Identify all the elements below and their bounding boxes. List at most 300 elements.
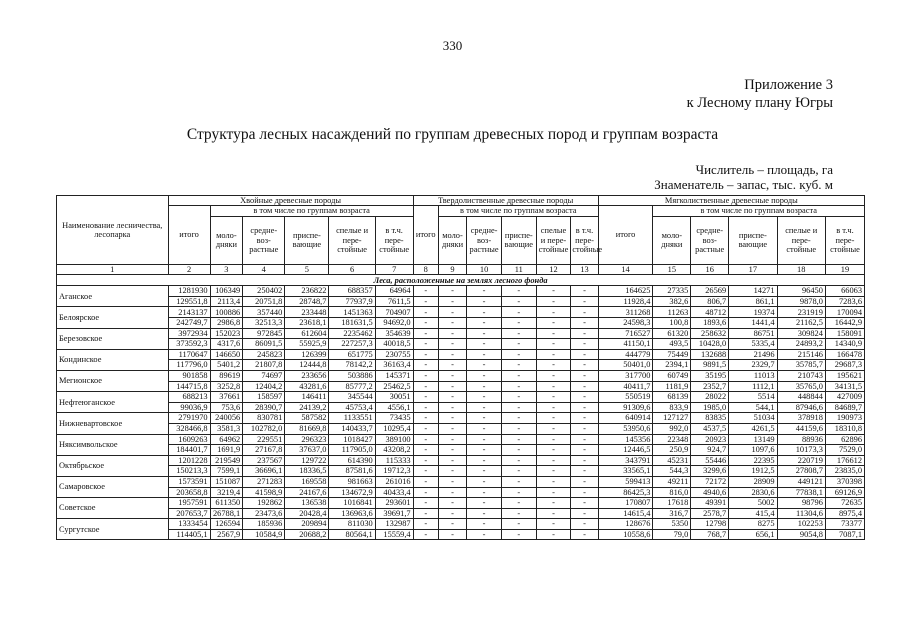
cell-dash: - — [467, 286, 502, 297]
cell-stock: 9054,8 — [777, 529, 825, 540]
cell-dash: - — [467, 328, 502, 339]
cell-dash: - — [571, 455, 598, 466]
cell-area: 60749 — [653, 370, 691, 381]
cell-stock: 2830,6 — [729, 487, 777, 498]
cell-dash: - — [413, 413, 438, 424]
cell-dash: - — [536, 307, 571, 318]
cell-stock: 25462,5 — [375, 381, 413, 392]
forestry-name: Нижневартовское — [57, 413, 169, 434]
cell-area: 237567 — [243, 455, 285, 466]
cell-area: 132688 — [691, 349, 729, 360]
header-row-subgroups — [57, 206, 865, 216]
cell-area: 1573591 — [168, 476, 210, 487]
cell-stock: 23618,1 — [285, 318, 329, 329]
age-header: приспе-вающие — [285, 216, 329, 264]
appendix-line-2: к Лесному плану Югры — [686, 95, 833, 111]
cell-area: 129722 — [285, 455, 329, 466]
cell-stock: 40411,7 — [598, 381, 653, 392]
cell-dash: - — [413, 455, 438, 466]
cell-area: 115333 — [375, 455, 413, 466]
cell-area: 209894 — [285, 519, 329, 530]
cell-stock: 1112,1 — [729, 381, 777, 392]
cell-stock: 85777,2 — [329, 381, 375, 392]
cell-stock: 992,0 — [653, 423, 691, 434]
column-number: 14 — [598, 264, 653, 274]
cell-area: 190973 — [825, 413, 864, 424]
group-header-hardwood: Твердолиственные древесные породы — [413, 196, 598, 206]
units-denominator: Знаменатель – запас, тыс. куб. м — [654, 177, 833, 192]
cell-stock: 203658,8 — [168, 487, 210, 498]
cell-area: 231919 — [777, 307, 825, 318]
cell-stock: 3252,8 — [210, 381, 243, 392]
cell-stock: 114405,1 — [168, 529, 210, 540]
age-header: моло-дняки — [653, 216, 691, 264]
cell-area: 704907 — [375, 307, 413, 318]
column-number: 6 — [329, 264, 375, 274]
cell-dash: - — [467, 508, 502, 519]
age-header: средне-воз-растные — [691, 216, 729, 264]
cell-dash: - — [413, 328, 438, 339]
cell-stock: 3219,4 — [210, 487, 243, 498]
cell-dash: - — [536, 455, 571, 466]
age-header: спелые и пере-стойные — [777, 216, 825, 264]
cell-stock: 10295,4 — [375, 423, 413, 434]
cell-area: 61320 — [653, 328, 691, 339]
total-header: итого — [168, 206, 210, 264]
cell-dash: - — [413, 381, 438, 392]
cell-area: 5002 — [729, 498, 777, 509]
cell-area: 164625 — [598, 286, 653, 297]
cell-dash: - — [501, 423, 536, 434]
column-number: 7 — [375, 264, 413, 274]
cell-area: 12798 — [691, 519, 729, 530]
cell-dash: - — [536, 498, 571, 509]
cell-area: 503886 — [329, 370, 375, 381]
cell-area: 233656 — [285, 370, 329, 381]
cell-dash: - — [536, 487, 571, 498]
age-header: средне-воз-растные — [467, 216, 502, 264]
cell-dash: - — [501, 413, 536, 424]
cell-stock: 37637,0 — [285, 445, 329, 456]
cell-area: 28022 — [691, 392, 729, 403]
cell-dash: - — [438, 519, 466, 530]
cell-stock: 34131,5 — [825, 381, 864, 392]
cell-dash: - — [571, 434, 598, 445]
cell-dash: - — [438, 434, 466, 445]
cell-dash: - — [438, 339, 466, 350]
age-header: в т.ч. пере-стойные — [571, 216, 598, 264]
cell-stock: 44159,6 — [777, 423, 825, 434]
age-header: приспе-вающие — [729, 216, 777, 264]
cell-dash: - — [536, 413, 571, 424]
cell-area: 972845 — [243, 328, 285, 339]
cell-dash: - — [571, 466, 598, 477]
cell-dash: - — [501, 392, 536, 403]
cell-stock: 250,9 — [653, 445, 691, 456]
cell-dash: - — [467, 434, 502, 445]
cell-area: 343791 — [598, 455, 653, 466]
cell-stock: 656,1 — [729, 529, 777, 540]
cell-area: 236822 — [285, 286, 329, 297]
total-header: итого — [413, 206, 438, 264]
cell-stock: 43208,2 — [375, 445, 413, 456]
cell-area: 37661 — [210, 392, 243, 403]
cell-dash: - — [571, 296, 598, 307]
cell-dash: - — [438, 328, 466, 339]
cell-dash: - — [467, 339, 502, 350]
cell-area: 427009 — [825, 392, 864, 403]
cell-dash: - — [501, 498, 536, 509]
cell-area: 2143137 — [168, 307, 210, 318]
cell-stock: 136963,6 — [329, 508, 375, 519]
column-number: 2 — [168, 264, 210, 274]
cell-stock: 493,5 — [653, 339, 691, 350]
cell-stock: 21807,8 — [243, 360, 285, 371]
cell-stock: 36696,1 — [243, 466, 285, 477]
column-number: 19 — [825, 264, 864, 274]
cell-area: 158597 — [243, 392, 285, 403]
cell-stock: 27167,8 — [243, 445, 285, 456]
cell-stock: 373592,3 — [168, 339, 210, 350]
cell-stock: 40018,5 — [375, 339, 413, 350]
cell-dash: - — [536, 423, 571, 434]
cell-dash: - — [413, 360, 438, 371]
cell-dash: - — [536, 318, 571, 329]
cell-area: 1170647 — [168, 349, 210, 360]
cell-stock: 32513,3 — [243, 318, 285, 329]
cell-stock: 43281,6 — [285, 381, 329, 392]
cell-area: 28909 — [729, 476, 777, 487]
cell-dash: - — [571, 445, 598, 456]
cell-stock: 19712,3 — [375, 466, 413, 477]
units-numerator: Числитель – площадь, га — [695, 162, 833, 177]
cell-area: 811030 — [329, 519, 375, 530]
cell-area: 2791970 — [168, 413, 210, 424]
cell-dash: - — [501, 476, 536, 487]
cell-stock: 382,6 — [653, 296, 691, 307]
cell-dash: - — [413, 529, 438, 540]
cell-dash: - — [413, 318, 438, 329]
cell-area: 132987 — [375, 519, 413, 530]
cell-dash: - — [413, 476, 438, 487]
table-row — [57, 529, 865, 540]
cell-dash: - — [536, 508, 571, 519]
cell-area: 378918 — [777, 413, 825, 424]
cell-stock: 79,0 — [653, 529, 691, 540]
column-number: 5 — [285, 264, 329, 274]
cell-dash: - — [438, 466, 466, 477]
cell-stock: 53950,6 — [598, 423, 653, 434]
forestry-name: Нефтеюганское — [57, 392, 169, 413]
cell-dash: - — [536, 434, 571, 445]
cell-dash: - — [536, 445, 571, 456]
cell-area: 45231 — [653, 455, 691, 466]
cell-dash: - — [413, 296, 438, 307]
table-row — [57, 381, 865, 392]
cell-dash: - — [571, 318, 598, 329]
cell-area: 21496 — [729, 349, 777, 360]
cell-area: 240056 — [210, 413, 243, 424]
cell-dash: - — [467, 370, 502, 381]
cell-stock: 86425,3 — [598, 487, 653, 498]
cell-dash: - — [413, 445, 438, 456]
cell-area: 258632 — [691, 328, 729, 339]
table-row — [57, 360, 865, 371]
cell-area: 311268 — [598, 307, 653, 318]
cell-dash: - — [438, 476, 466, 487]
cell-dash: - — [536, 360, 571, 371]
cell-dash: - — [438, 286, 466, 297]
section-title: Леса, расположенные на землях лесного фонда — [57, 275, 865, 286]
cell-area: 22395 — [729, 455, 777, 466]
cell-stock: 144715,8 — [168, 381, 210, 392]
table-row — [57, 476, 865, 487]
cell-area: 17618 — [653, 498, 691, 509]
cell-dash: - — [571, 423, 598, 434]
table-row — [57, 423, 865, 434]
cell-area: 195621 — [825, 370, 864, 381]
cell-stock: 87946,6 — [777, 402, 825, 413]
cell-dash: - — [501, 455, 536, 466]
cell-stock: 4317,6 — [210, 339, 243, 350]
table-row — [57, 519, 865, 530]
cell-dash: - — [501, 487, 536, 498]
cell-stock: 544,3 — [653, 466, 691, 477]
cell-stock: 8975,4 — [825, 508, 864, 519]
cell-stock: 1985,0 — [691, 402, 729, 413]
cell-dash: - — [438, 423, 466, 434]
cell-dash: - — [571, 307, 598, 318]
cell-stock: 23835,0 — [825, 466, 864, 477]
cell-stock: 7599,1 — [210, 466, 243, 477]
cell-dash: - — [571, 349, 598, 360]
cell-area: 293601 — [375, 498, 413, 509]
cell-stock: 15559,4 — [375, 529, 413, 540]
appendix-line-1: Приложение 3 — [744, 77, 833, 93]
column-number: 17 — [729, 264, 777, 274]
cell-dash: - — [571, 413, 598, 424]
cell-area: 5350 — [653, 519, 691, 530]
cell-stock: 816,0 — [653, 487, 691, 498]
cell-stock: 77937,9 — [329, 296, 375, 307]
cell-area: 152023 — [210, 328, 243, 339]
cell-area: 245823 — [243, 349, 285, 360]
cell-area: 128676 — [598, 519, 653, 530]
cell-area: 3972934 — [168, 328, 210, 339]
cell-stock: 316,7 — [653, 508, 691, 519]
cell-dash: - — [536, 402, 571, 413]
cell-dash: - — [467, 466, 502, 477]
cell-dash: - — [501, 508, 536, 519]
age-header: моло-дняки — [438, 216, 466, 264]
cell-stock: 41150,1 — [598, 339, 653, 350]
cell-area: 89619 — [210, 370, 243, 381]
age-header: приспе-вающие — [501, 216, 536, 264]
cell-dash: - — [536, 296, 571, 307]
cell-dash: - — [571, 370, 598, 381]
cell-stock: 28390,7 — [243, 402, 285, 413]
cell-area: 176612 — [825, 455, 864, 466]
cell-area: 72635 — [825, 498, 864, 509]
cell-dash: - — [467, 318, 502, 329]
cell-stock: 7283,6 — [825, 296, 864, 307]
cell-stock: 227257,3 — [329, 339, 375, 350]
cell-dash: - — [438, 360, 466, 371]
cell-stock: 4537,5 — [691, 423, 729, 434]
cell-dash: - — [467, 487, 502, 498]
table-row — [57, 402, 865, 413]
cell-dash: - — [438, 487, 466, 498]
cell-dash: - — [438, 392, 466, 403]
cell-area: 219549 — [210, 455, 243, 466]
cell-dash: - — [571, 286, 598, 297]
cell-stock: 242749,7 — [168, 318, 210, 329]
cell-stock: 1097,6 — [729, 445, 777, 456]
cell-area: 220719 — [777, 455, 825, 466]
cell-stock: 84689,7 — [825, 402, 864, 413]
cell-stock: 207653,7 — [168, 508, 210, 519]
cell-stock: 27808,7 — [777, 466, 825, 477]
cell-area: 126594 — [210, 519, 243, 530]
cell-stock: 4261,5 — [729, 423, 777, 434]
cell-stock: 102782,0 — [243, 423, 285, 434]
cell-stock: 129551,8 — [168, 296, 210, 307]
document-title: Структура лесных насаждений по группам древесных пород и группам возраста — [186, 126, 719, 143]
cell-area: 250402 — [243, 286, 285, 297]
cell-dash: - — [413, 487, 438, 498]
cell-area: 449121 — [777, 476, 825, 487]
cell-stock: 28748,7 — [285, 296, 329, 307]
cell-stock: 328466,8 — [168, 423, 210, 434]
cell-stock: 18310,8 — [825, 423, 864, 434]
cell-stock: 2113,4 — [210, 296, 243, 307]
cell-stock: 24893,2 — [777, 339, 825, 350]
table-row — [57, 328, 865, 339]
cell-dash: - — [413, 339, 438, 350]
column-number: 1 — [57, 264, 169, 274]
cell-area: 158091 — [825, 328, 864, 339]
column-number: 16 — [691, 264, 729, 274]
cell-dash: - — [467, 455, 502, 466]
cell-stock: 91309,6 — [598, 402, 653, 413]
cell-dash: - — [467, 413, 502, 424]
cell-area: 716527 — [598, 328, 653, 339]
cell-area: 170094 — [825, 307, 864, 318]
cell-stock: 2567,9 — [210, 529, 243, 540]
cell-dash: - — [438, 370, 466, 381]
age-header: в т.ч. пере-стойные — [375, 216, 413, 264]
cell-stock: 35765,0 — [777, 381, 825, 392]
cell-stock: 100,8 — [653, 318, 691, 329]
cell-dash: - — [501, 370, 536, 381]
age-header: в т.ч. пере-стойные — [825, 216, 864, 264]
cell-dash: - — [467, 402, 502, 413]
cell-dash: - — [501, 360, 536, 371]
page-number: 330 — [442, 38, 463, 53]
cell-stock: 11928,4 — [598, 296, 653, 307]
cell-dash: - — [501, 402, 536, 413]
cell-area: 611350 — [210, 498, 243, 509]
cell-stock: 5401,2 — [210, 360, 243, 371]
forestry-name: Сургутское — [57, 519, 169, 540]
age-header: спелые и пере-стойные — [536, 216, 571, 264]
cell-area: 1133551 — [329, 413, 375, 424]
cell-area: 49391 — [691, 498, 729, 509]
cell-dash: - — [536, 349, 571, 360]
table-row — [57, 413, 865, 424]
cell-dash: - — [536, 529, 571, 540]
cell-dash: - — [438, 381, 466, 392]
cell-area: 688357 — [329, 286, 375, 297]
cell-dash: - — [536, 476, 571, 487]
cell-area: 26569 — [691, 286, 729, 297]
cell-stock: 69126,9 — [825, 487, 864, 498]
cell-dash: - — [501, 307, 536, 318]
column-number: 12 — [536, 264, 571, 274]
cell-area: 5514 — [729, 392, 777, 403]
cell-area: 83835 — [691, 413, 729, 424]
cell-area: 389100 — [375, 434, 413, 445]
cell-dash: - — [571, 328, 598, 339]
cell-stock: 50401,0 — [598, 360, 653, 371]
forestry-name: Самаровское — [57, 476, 169, 497]
cell-stock: 806,7 — [691, 296, 729, 307]
age-header: моло-дняки — [210, 216, 243, 264]
column-number: 3 — [210, 264, 243, 274]
cell-dash: - — [571, 339, 598, 350]
table-row — [57, 434, 865, 445]
subgroup-header: в том числе по группам возраста — [438, 206, 598, 216]
cell-area: 13149 — [729, 434, 777, 445]
cell-area: 98796 — [777, 498, 825, 509]
cell-dash: - — [571, 381, 598, 392]
cell-area: 233448 — [285, 307, 329, 318]
cell-area: 169558 — [285, 476, 329, 487]
forestry-name: Октябрьское — [57, 455, 169, 476]
cell-dash: - — [438, 445, 466, 456]
cell-stock: 861,1 — [729, 296, 777, 307]
appendix-heading — [687, 76, 833, 112]
cell-area: 102253 — [777, 519, 825, 530]
table-row — [57, 339, 865, 350]
cell-area: 64964 — [375, 286, 413, 297]
cell-dash: - — [571, 498, 598, 509]
cell-area: 73377 — [825, 519, 864, 530]
cell-area: 145356 — [598, 434, 653, 445]
cell-dash: - — [571, 392, 598, 403]
cell-area: 100886 — [210, 307, 243, 318]
cell-area: 75449 — [653, 349, 691, 360]
cell-dash: - — [413, 286, 438, 297]
name-column-header: Наименование лесничества, лесопарка — [57, 196, 169, 265]
column-number: 11 — [501, 264, 536, 274]
cell-stock: 7611,5 — [375, 296, 413, 307]
cell-area: 14271 — [729, 286, 777, 297]
cell-area: 146411 — [285, 392, 329, 403]
cell-dash: - — [501, 466, 536, 477]
cell-dash: - — [571, 529, 598, 540]
cell-dash: - — [413, 307, 438, 318]
cell-area: 64962 — [210, 434, 243, 445]
cell-dash: - — [467, 529, 502, 540]
column-number: 9 — [438, 264, 466, 274]
cell-stock: 1691,9 — [210, 445, 243, 456]
cell-stock: 2578,7 — [691, 508, 729, 519]
cell-area: 51034 — [729, 413, 777, 424]
section-row — [57, 275, 865, 286]
cell-area: 127127 — [653, 413, 691, 424]
cell-dash: - — [413, 434, 438, 445]
